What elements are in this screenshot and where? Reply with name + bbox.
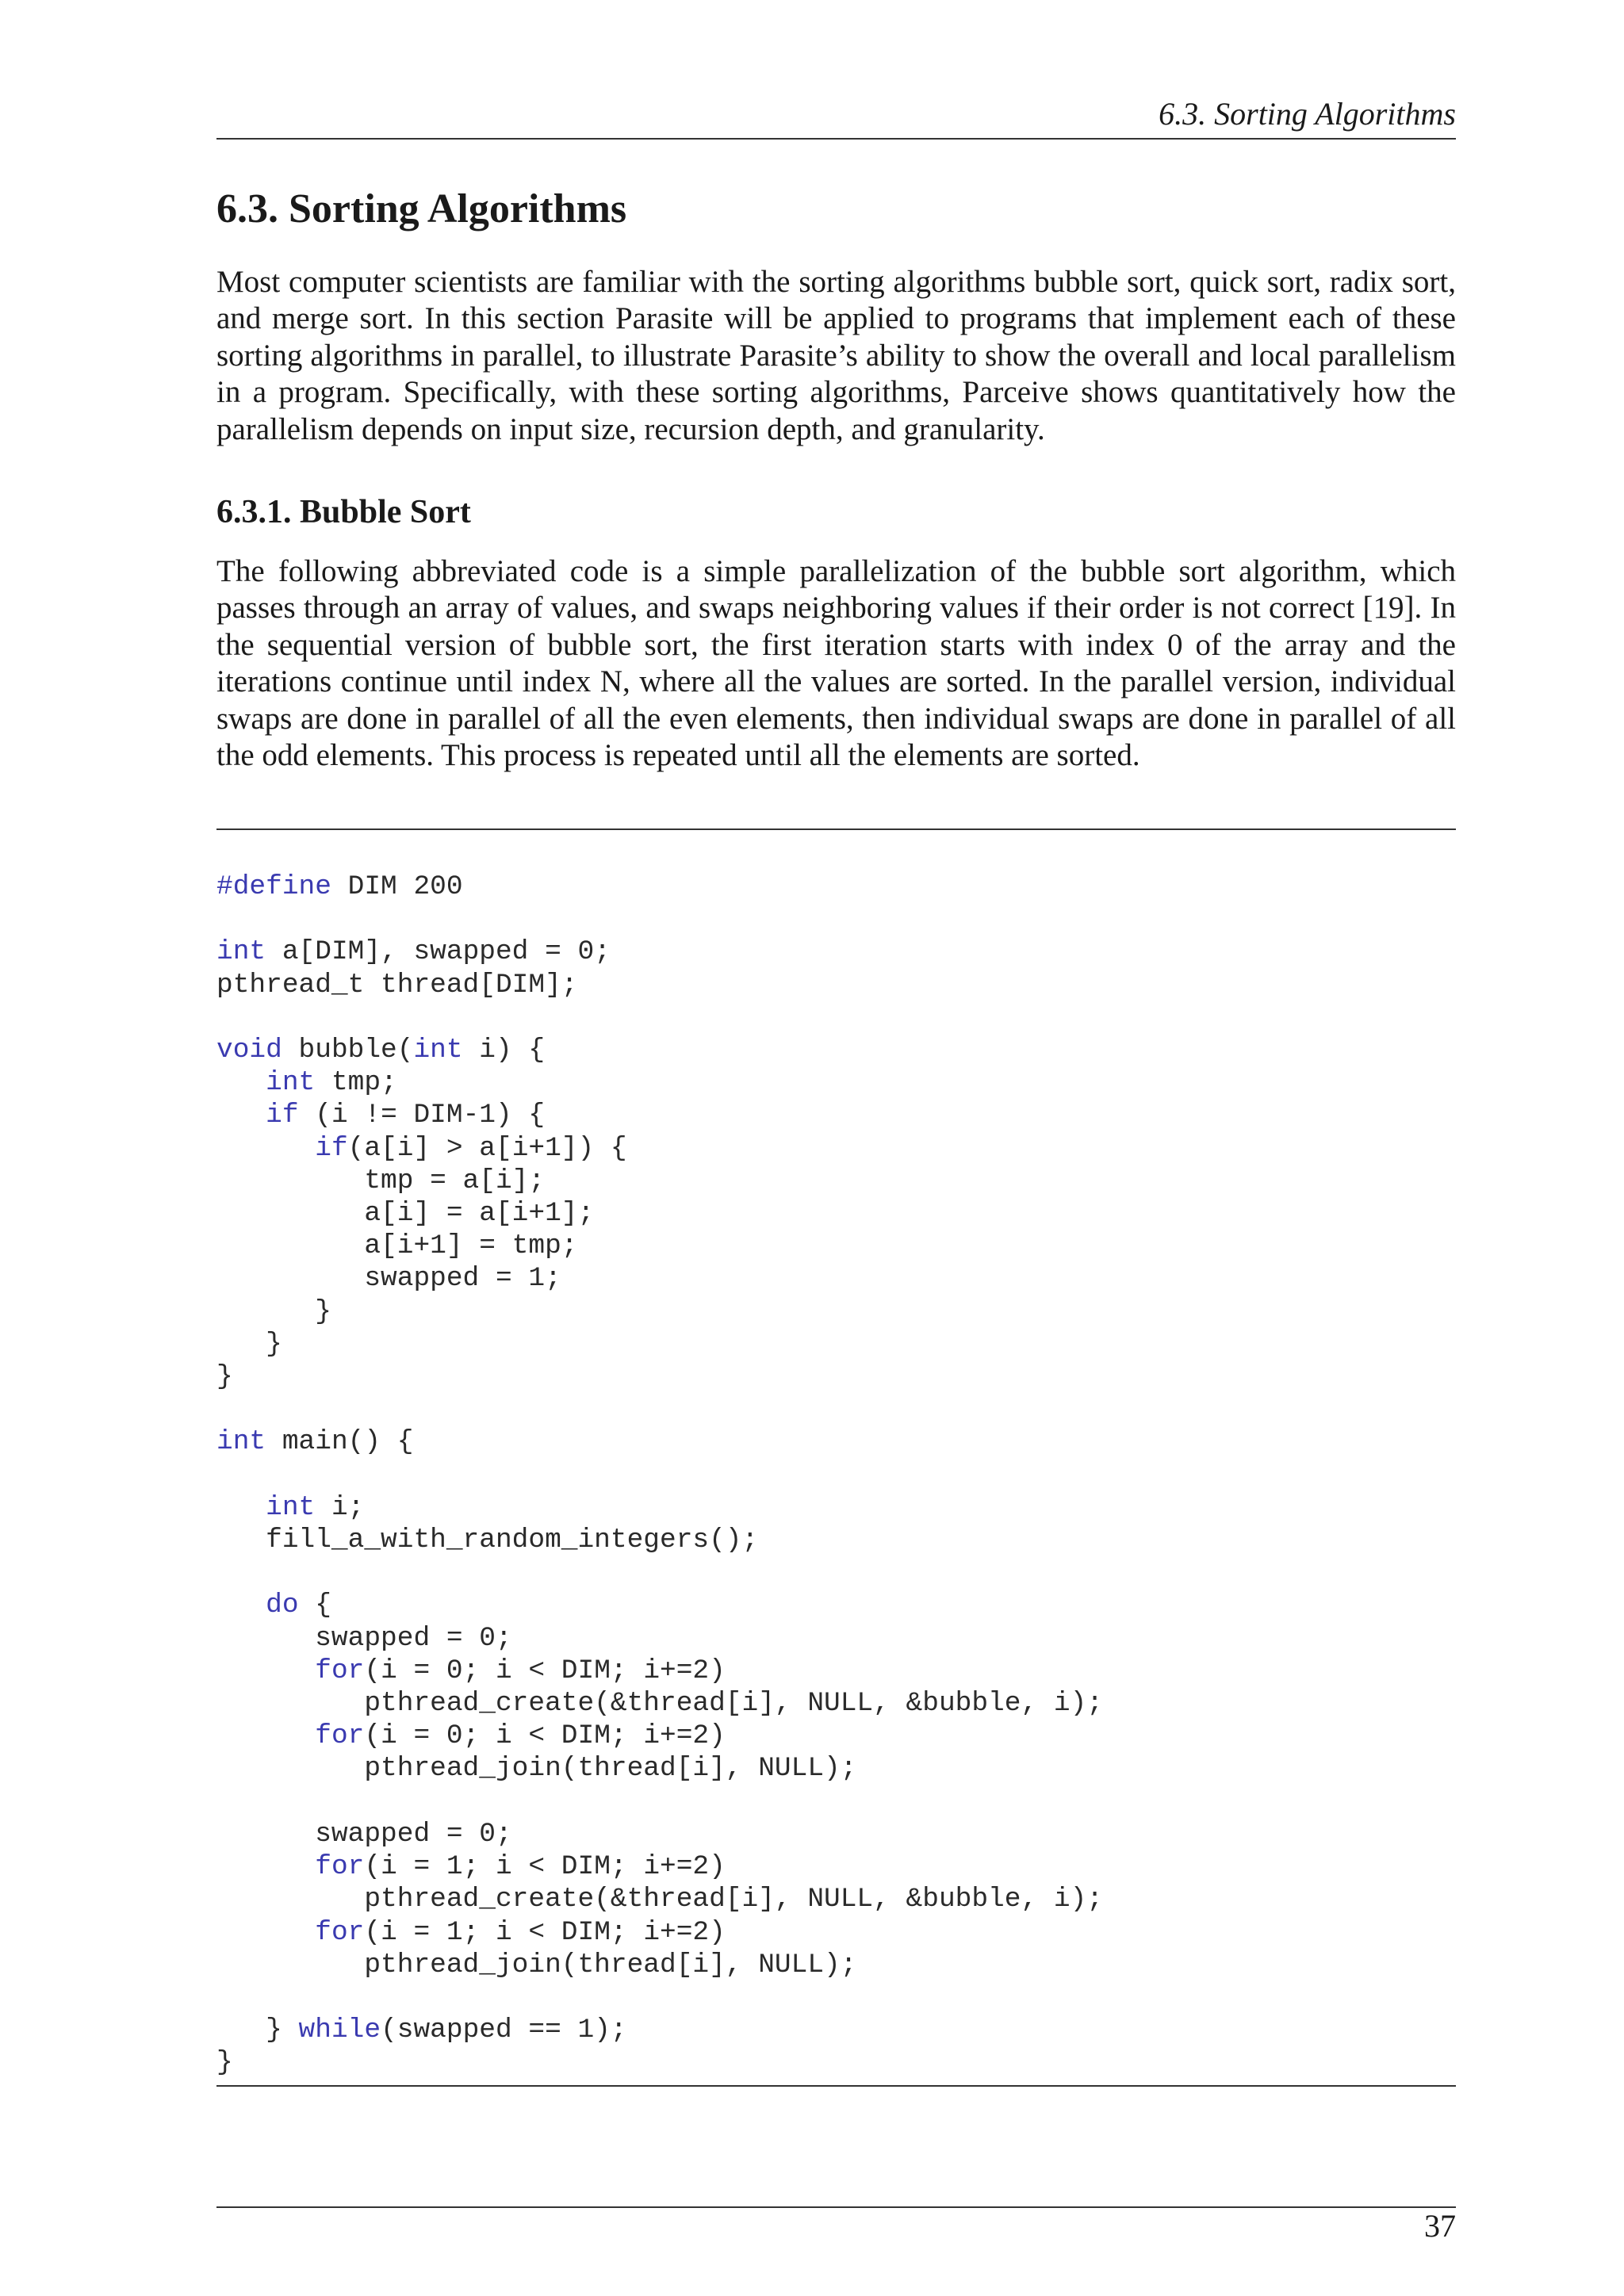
section-paragraph: Most computer scientists are familiar with the sorting algorithms bubble sort, quick sort, radix sort, and merge sort. In this section Parasite will be applied to programs that implement each of these sorting algorithms in parallel, to illustrate Parasite’s ability to show the overall and local parallelism in a program. Specifically, with these sorting algorithms, Parceive shows quantitatively how the parallelism depends on input size, recursion depth, and granularity. bbox=[216, 265, 1456, 446]
code-listing bbox=[216, 871, 1103, 2080]
code-line: int main() { bbox=[216, 1426, 414, 1458]
code-line: for(i = 0; i < DIM; i+=2) bbox=[315, 1655, 726, 1686]
code-keyword: int bbox=[266, 1491, 316, 1523]
code-line: } while(swapped == 1); bbox=[216, 2015, 627, 2046]
code-line: pthread_t thread[DIM]; bbox=[216, 969, 578, 1001]
code-keyword: for bbox=[315, 1851, 365, 1883]
code-keyword: if bbox=[266, 1100, 299, 1131]
code-keyword: do bbox=[266, 1590, 299, 1621]
code-keyword: while bbox=[298, 2015, 381, 2046]
code-line: int tmp; bbox=[266, 1067, 397, 1099]
code-line: for(i = 0; i < DIM; i+=2) bbox=[315, 1720, 726, 1752]
code-keyword: for bbox=[315, 1655, 365, 1686]
code-line: #define DIM 200 bbox=[216, 871, 463, 902]
code-line: do { bbox=[266, 1590, 331, 1621]
code-line: for(i = 1; i < DIM; i+=2) bbox=[315, 1851, 726, 1883]
code-keyword: if bbox=[315, 1132, 348, 1164]
code-line: a[i+1] = tmp; bbox=[216, 1230, 578, 1262]
running-header: 6.3. Sorting Algorithms bbox=[1159, 96, 1456, 132]
subsection-paragraph: The following abbreviated code is a simple parallelization of the bubble sort algorithm, which passes through an array of values, and swaps neighboring values if their order is not correct [19]. In the sequential version of bubble sort, the first iteration starts with index 0 of the array and the iterations continue until index N, where all the values are sorted. In the parallel version, individual swaps are done in parallel of all the even elements, then individual swaps are done in parallel of all the odd elements. This process is repeated until all the elements are sorted. bbox=[216, 554, 1456, 773]
code-keyword: void bbox=[216, 1035, 282, 1066]
code-line: swapped = 0; bbox=[216, 1818, 512, 1850]
code-line: swapped = 0; bbox=[216, 1622, 512, 1654]
page-number: 37 bbox=[1424, 2208, 1456, 2244]
code-line: if(a[i] > a[i+1]) { bbox=[315, 1132, 627, 1164]
code-line: int i; bbox=[266, 1491, 365, 1523]
code-listing-bottom-rule bbox=[216, 2085, 1456, 2087]
section-title: 6.3. Sorting Algorithms bbox=[216, 186, 627, 232]
code-keyword: for bbox=[315, 1720, 365, 1752]
code-line: int a[DIM], swapped = 0; bbox=[216, 936, 611, 968]
code-line: for(i = 1; i < DIM; i+=2) bbox=[315, 1916, 726, 1948]
code-line: fill_a_with_random_integers(); bbox=[216, 1525, 759, 1556]
code-keyword: for bbox=[315, 1916, 365, 1948]
code-line: if (i != DIM-1) { bbox=[266, 1100, 546, 1131]
code-keyword: #define bbox=[216, 871, 331, 902]
header-rule bbox=[216, 138, 1456, 140]
code-line: pthread_create(&thread[i], NULL, &bubble, i); bbox=[216, 1688, 1103, 1720]
code-keyword: int bbox=[216, 936, 266, 968]
code-keyword: int bbox=[216, 1426, 266, 1458]
code-line: swapped = 1; bbox=[216, 1263, 561, 1295]
code-line: } bbox=[216, 1295, 331, 1327]
code-line: } bbox=[216, 2047, 233, 2079]
code-listing-top-rule bbox=[216, 828, 1456, 830]
code-line: a[i] = a[i+1]; bbox=[216, 1198, 595, 1230]
code-line: pthread_create(&thread[i], NULL, &bubble, i); bbox=[216, 1884, 1103, 1915]
code-line: pthread_join(thread[i], NULL); bbox=[216, 1753, 857, 1785]
code-line: void bubble(int i) { bbox=[216, 1035, 546, 1066]
code-line: } bbox=[216, 1361, 233, 1393]
subsection-title: 6.3.1. Bubble Sort bbox=[216, 494, 471, 530]
code-line: } bbox=[216, 1328, 282, 1360]
code-line: tmp = a[i]; bbox=[216, 1165, 546, 1196]
code-keyword: int bbox=[266, 1067, 316, 1099]
code-line: pthread_join(thread[i], NULL); bbox=[216, 1949, 857, 1980]
code-keyword: int bbox=[413, 1035, 463, 1066]
